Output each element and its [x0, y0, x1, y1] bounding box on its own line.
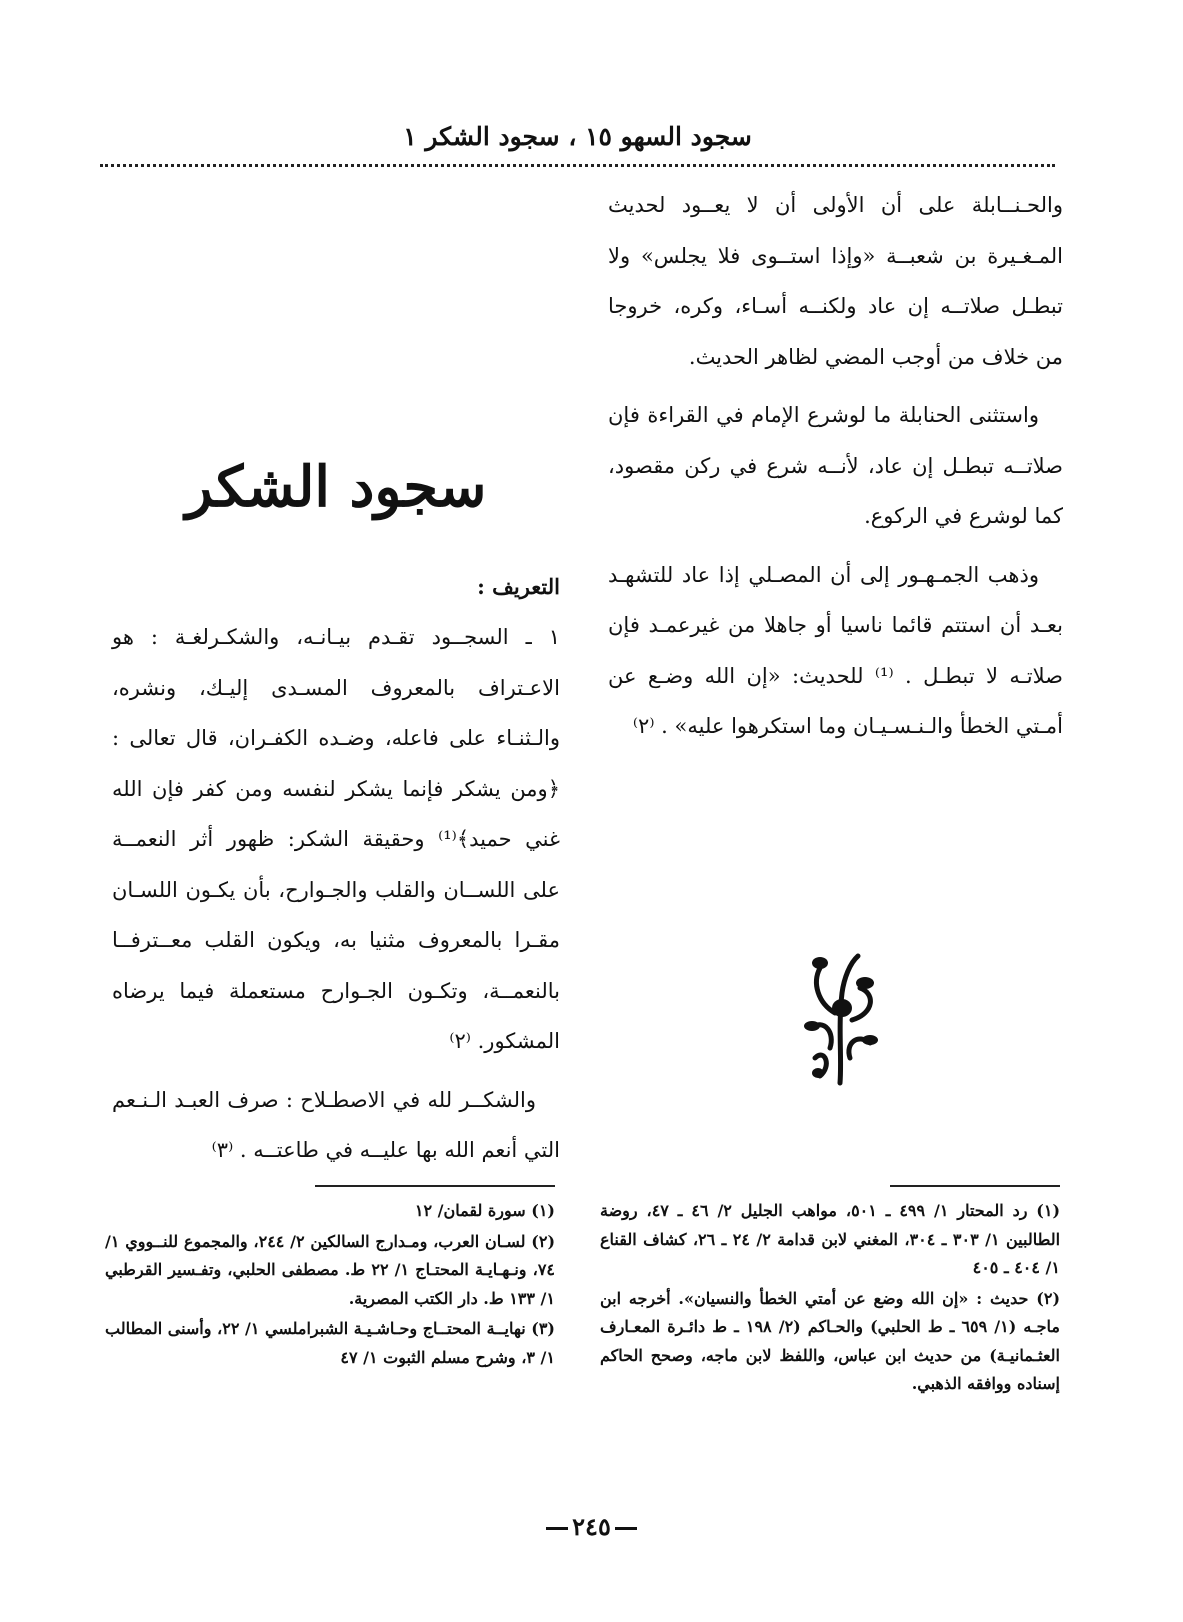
footnote-right-2: (٢) حديث : «إن الله وضع عن أمتي الخطأ والنسيان». أخرجه ابن ماجـه (١/ ٦٥٩ ـ ط الحلبي) والحـاكم (٢/ ١٩٨ ـ ط دائـرة المعـارف العثـمانيـة) من حديث ابن عباس، واللفظ لابن ماجه، وصحح الحاكم إسناده ووافقه الذهبي. — [600, 1288, 1061, 1393]
page-number-dash-left — [615, 1527, 637, 1530]
footnotes-left — [105, 1197, 555, 1374]
header-dotted-rule — [100, 164, 1055, 167]
footnote-left-1: (١) سورة لقمان/ ١٢ — [414, 1201, 555, 1220]
subheading-definition: التعريف : — [477, 574, 560, 599]
section-title: سجود الشكر — [185, 454, 487, 520]
right-paragraph-1: والحـنــابلة على أن الأولى أن لا يعــود لحديث المـغـيرة بن شعبــة «وإذا استــوى فلا يجلس» ولا تبطـل صلاتــه إن عاد ولكنــه أسـاء، وكره، خروجا من خلاف من أوجب المضي لظاهر الحديث. — [608, 193, 1063, 369]
footnote-left-2: (٢) لسـان العرب، ومـدارج السالكين ٢/ ٢٤٤، والمجموع للنــووي ١/ ٧٤، ونـهـايـة المحتـاج ١/ ٢٢ ط. مصطفى الحلبي، وتفـسير القرطبي ١/ ١٣٣ ط. دار الكتب المصرية. — [105, 1231, 556, 1308]
footnote-rule-left — [315, 1185, 555, 1187]
page-number-value: ٢٤٥ — [572, 1512, 611, 1541]
page-number — [0, 1512, 1183, 1541]
left-paragraph-2: والشكــر لله في الاصطـلاح : صرف العبـد الـنـعم التي أنعم الله بها عليــه في طاعتــه . ⁽٣⁾ — [112, 1087, 560, 1162]
right-paragraph-2: واستثنى الحنابلة ما لوشرع الإمام في القراءة فإن صلاتــه تبطـل إن عاد، لأنــه شرع في ركن مقصود، كما لوشرع في الركوع. — [608, 403, 1063, 528]
left-column — [112, 180, 560, 1184]
footnote-right-1: (١) رد المحتار ١/ ٤٩٩ ـ ٥٠١، مواهب الجليل ٢/ ٤٦ ـ ٤٧، روضة الطالبين ١/ ٣٠٣ ـ ٣٠٤، المغني لابن قدامة ٢/ ٢٤ ـ ٢٦، كشاف القناع ١/ ٤٠٤ ـ ٤٠٥ — [600, 1201, 1061, 1277]
footnote-left-3: (٣) نهايــة المحتــاج وحـاشـيـة الشبراملسي ١/ ٢٢، وأسنى المطالب ١/ ٣، وشرح مسلم الثبوت ١/ ٤٧ — [105, 1319, 555, 1367]
page-number-dash-right — [546, 1527, 568, 1530]
floral-ornament-icon — [790, 948, 890, 1088]
footnote-rule-right — [890, 1185, 1060, 1187]
footnotes-right — [600, 1197, 1060, 1401]
left-paragraph-1: ١ ـ السجــود تقـدم بيـانـه، والشكـرلغـة : هو الاعـتراف بالمعروف المسـدى إليـك، ونشره، والـثنـاء على فاعله، وضـده الكفـران، قال تعالى : ﴿ومن يشكر فإنما يشكر لنفسه ومن كفر فإن الله غني حميد﴾⁽¹⁾ وحقيقة الشكر: ظهور أثر النعمــة على اللســان والقلب والجـوارح، بأن يكـون اللسـان مقـرا بالمعروف مثنيا به، ويكون القلب معــترفــا بالنعمــة، وتكـون الجـوارح مستعملة فيما يرضاه المشكور. ⁽٢⁾ — [112, 625, 560, 1053]
right-column — [608, 180, 1063, 760]
right-paragraph-3: وذهب الجمـهـور إلى أن المصـلي إذا عاد للتشهـد بعـد أن استتم قائما ناسيا أو جاهلا من غيرعمـد فإن صلاتـه لا تبطـل . ⁽¹⁾ للحديث: «إن الله وضـع عن أمـتي الخطأ والـنـسـيـان وما استكرهوا عليه» . ⁽٢⁾ — [608, 562, 1063, 738]
running-header: سجود السهو ١٥ ، سجود الشكر ١ — [403, 122, 752, 151]
